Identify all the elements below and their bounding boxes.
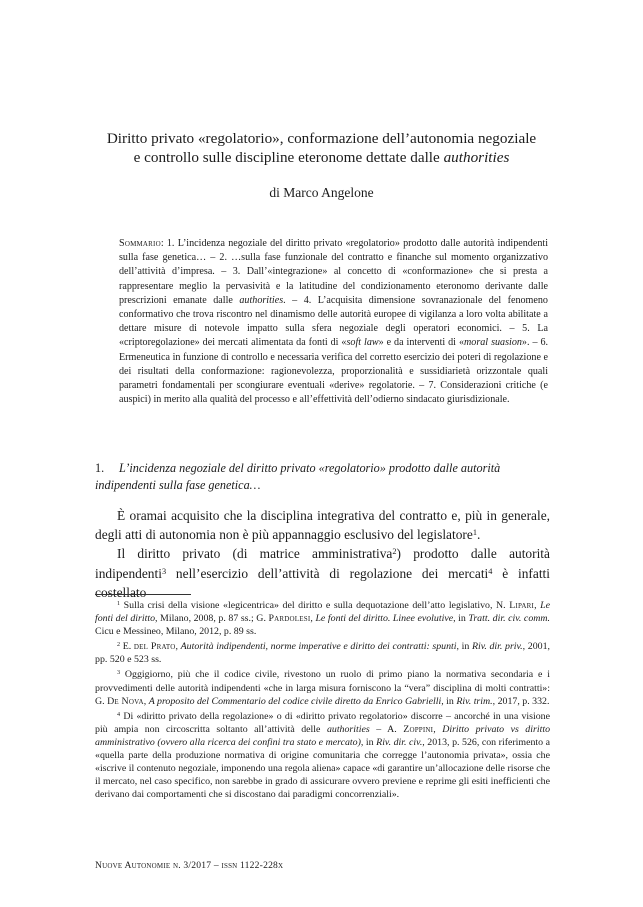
summary-text-1: : 1. L’incidenza negoziale del diritto privato «regolatorio» prodotto dalle autorità indipendenti sulla fase genetica… – 2. …sulla fase funzionale del contratto e finanche sul momento organizzativo dell’attività d’impresa. – 3. Dall’«integrazione» al concetto di «conformazione» che si presta a rappresentare meglio la pervasività e la latitudine del condizionamento eteronomo derivante dalle prescrizioni emanate dalle: [119, 238, 548, 306]
fn4-d: , in: [360, 736, 377, 748]
fn3-i2: Riv. trim.: [456, 695, 493, 707]
fn2-a: E.: [120, 641, 134, 653]
fn4-i1: authorities: [326, 723, 370, 735]
footnote-ref-2: 2: [392, 547, 397, 557]
fn4-i2: Diritto privato vs diritto amministrativo (ovvero alla ricerca dei confini tra stato e mercato): [95, 723, 551, 748]
fn4-e: , 2013, p. 526, con riferimento a «quella parte della produzione normativa di origine comunitaria che corregge l’autonomia privata», ossia che «iscrive il contenuto negoziale, imponendo una regola aliena» capace «di garantire un’allocazione delle risorse che il mercato, nel caso specifico, non sarebbe in grado di assicurare ovvero previene e reprime gli esiti inefficienti che derivano dai comportamenti che si discostano dai paradigmi concorrenziali».: [95, 736, 551, 801]
fn1-c: , Milano, 2008, p. 87 ss.; G.: [155, 613, 269, 625]
summary-italic-2: soft law: [346, 337, 379, 349]
fn3-c: , in: [441, 695, 457, 707]
footnote-3-number: 3: [117, 670, 121, 677]
summary-label: Sommario: [119, 238, 161, 249]
footnote-3: [95, 668, 550, 707]
summary-italic-3: moral suasion: [464, 337, 522, 349]
fn2-author: del Prato: [133, 641, 176, 653]
fn3-i1: A proposito del Commentario del codice civile diretto da Enrico Gabrielli: [148, 695, 442, 707]
footnote-2: [95, 640, 550, 666]
fn1-i3: Tratt. dir. civ. comm.: [468, 613, 550, 625]
fn1-author-1: Lipari: [509, 600, 535, 611]
fn4-b: – A.: [369, 723, 404, 735]
summary-abstract: [119, 237, 548, 407]
footnote-ref-4: 4: [488, 566, 493, 576]
footnote-1-number: 1: [117, 600, 121, 607]
fn2-i1: Autorità indipendenti, norme imperative e diritto dei contratti: spunti: [180, 641, 457, 653]
fn4-i3: Riv. dir. civ.: [376, 736, 423, 748]
journal-name: Nuove Autonomie: [95, 860, 171, 871]
fn1-d: ,: [310, 613, 316, 625]
summary-text-2: . – 4. L’acquisita dimensione sovranazionale del fenomeno conformativo che trova riscontro nel dinamismo delle autorità europee di vigilanza a loro volta abilitate a dettare misure di notevole impatto sulla sfera negoziale degli operatori economici. – 5. La «criptoregolazione» dei mercati alimentata da fonti di «: [119, 294, 548, 349]
fn2-d: , 2001, pp. 520 e 523 ss.: [95, 641, 550, 666]
fn3-d: , 2017, p. 332.: [492, 695, 550, 707]
fn1-author-2: Pardolesi: [268, 613, 311, 625]
footnote-ref-3: 3: [161, 566, 167, 576]
fn1-b: ,: [534, 600, 541, 611]
fn2-b: ,: [175, 641, 181, 653]
title-line-2-italic: authorities: [443, 149, 510, 166]
body-p2-text-c: nell’esercizio dell’attività di regolazione dei mercati: [166, 565, 489, 581]
journal-issue: n. 3/2017 – issn 1122-228x: [170, 860, 284, 871]
footnote-ref-1: 1: [472, 528, 477, 538]
summary-text-3: » e da interventi di «: [378, 337, 464, 349]
author-byline: di Marco Angelone: [269, 185, 374, 200]
body-p1-end: .: [476, 527, 481, 543]
fn4-c: ,: [433, 723, 443, 735]
footnote-separator: [95, 594, 191, 595]
fn1-e: , in: [453, 613, 469, 625]
summary-text-4: ». – 6. Ermeneutica in funzione di controllo e necessaria verifica del corretto esercizio dei poteri di regolazione e dei risultati della conformazione: ragionevolezza, proporzionalità e sussidiarietà orizzontale quali parametri fondamentali per scongiurare eventuali «derive» regolatorie. – 7. Considerazioni critiche (e auspici) in merito alla qualità del processo e all’effettività dell’odierno sindacato giurisdizionale.: [119, 337, 549, 406]
section-title: L’incidenza negoziale del diritto privato «regolatorio» prodotto dalle autorità indipendenti sulla fase genetica…: [95, 461, 501, 492]
footnotes: [95, 599, 550, 803]
body-p1-text: È oramai acquisito che la disciplina integrativa del contratto e, più in generale, degli atti di autonomia non è più appannaggio esclusivo del legislatore: [95, 508, 550, 543]
fn2-c: , in: [456, 641, 472, 653]
fn3-a: Oggigiorno, più che il codice civile, rivestono un ruolo di primo piano la normativa secondaria e i provvedimenti delle autorità indipendenti «che in larga misura forniscono la “vera” disciplina di molti contratti»: G.: [95, 669, 550, 707]
fn1-f: Cicu e Messineo, Milano, 2012, p. 89 ss.: [95, 626, 257, 638]
fn1-i2: Le fonti del diritto. Linee evolutive: [315, 613, 454, 625]
footnote-4: [95, 710, 550, 802]
body-p2-text-a: Il diritto privato (di matrice amministrativa: [117, 546, 393, 562]
footnote-4-number: 4: [117, 711, 121, 718]
fn4-a: Di «diritto privato della regolazione» o di «diritto privato regolatorio» discorre – ancorché in una visione più ampia non circoscritta soltanto all’attività delle: [95, 710, 550, 735]
fn2-i2: Riv. dir. priv.: [471, 641, 523, 653]
summary-italic-1: authorities: [239, 294, 284, 306]
page-footer: [95, 860, 283, 871]
body-p2-text-d: è infatti costellato: [95, 565, 550, 600]
fn1-a: Sulla crisi della visione «legicentrica» del diritto e sulla dequotazione dell’atto legislativo, N.: [120, 600, 510, 611]
body-p2-text-b: ) prodotto dalle autorità indipendenti: [95, 546, 550, 581]
fn3-author: De Nova: [107, 695, 144, 707]
body-paragraph-1: [95, 506, 550, 544]
section-number: 1.: [95, 461, 105, 475]
article-title: [80, 129, 563, 167]
footnote-1: [95, 599, 550, 638]
fn1-i1: Le fonti del diritto: [95, 600, 551, 625]
fn4-author: Zoppini: [403, 723, 434, 735]
title-line-1: Diritto privato «regolatorio», conformazione dell’autonomia negoziale: [106, 130, 537, 147]
body-text: [95, 506, 550, 602]
fn3-b: ,: [143, 695, 149, 707]
section-heading: [95, 460, 550, 493]
title-line-2: e controllo sulle discipline eteronome dettate dalle: [133, 149, 444, 166]
footnote-2-number: 2: [117, 642, 121, 649]
